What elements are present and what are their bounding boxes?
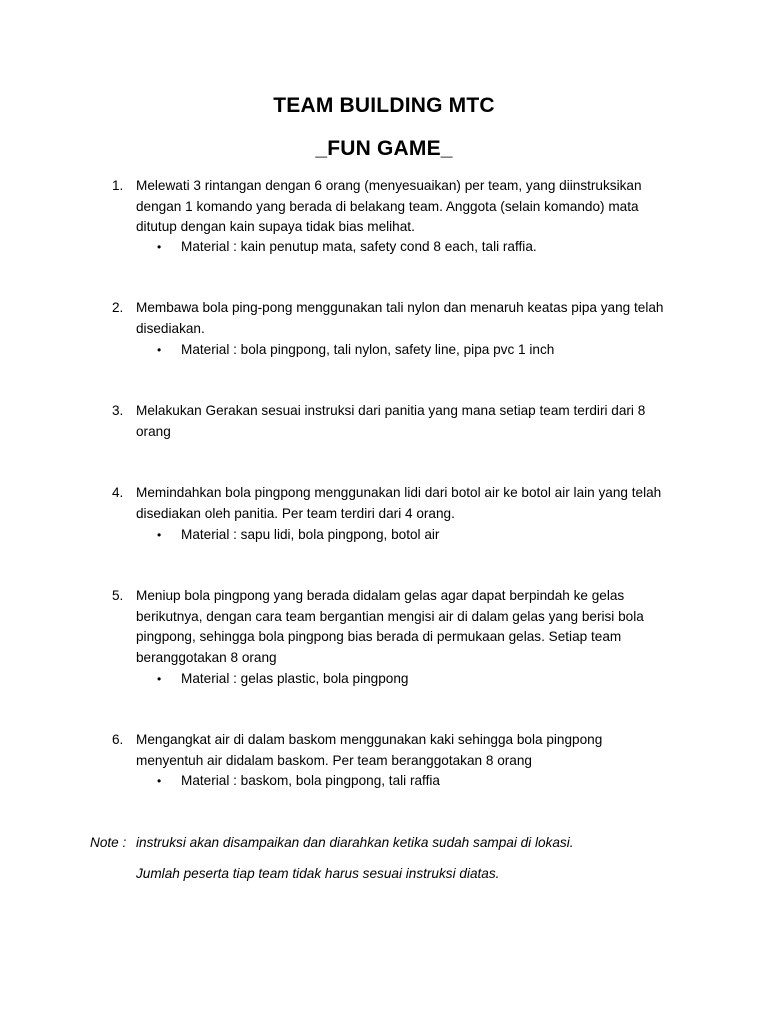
item-line: pingpong, sehingga bola pingpong bias berada di permukaan gelas. Setiap team xyxy=(136,629,622,645)
item-line: Meniup bola pingpong yang berada didalam gelas agar dapat berpindah ke gelas xyxy=(136,588,625,603)
item-line: beranggotakan 8 orang xyxy=(136,649,277,665)
item-line: disediakan oleh panitia. Per team terdiri dari 4 orang. xyxy=(136,505,455,521)
item-line: ditutup dengan kain supaya tidak bias melihat. xyxy=(136,219,415,235)
item-text xyxy=(136,586,681,668)
bullet-icon: • xyxy=(157,240,162,254)
document-title: TEAM BUILDING MTC xyxy=(273,94,495,117)
note-label: Note : xyxy=(90,835,127,850)
item-line: dengan 1 komando yang berada di belakang team. Anggota (selain komando) mata xyxy=(136,198,639,214)
item-text xyxy=(136,730,681,771)
note-line-1: instruksi akan disampaikan dan diarahkan ketika sudah sampai di lokasi. xyxy=(136,835,574,850)
material-text: Material : gelas plastic, bola pingpong xyxy=(181,671,409,686)
item-line: orang xyxy=(136,423,171,439)
item-text xyxy=(136,483,681,524)
item-number: 6. xyxy=(112,732,124,747)
item-line: berikutnya, dengan cara team bergantian mengisi air di dalam gelas yang berisi bola xyxy=(136,608,644,624)
material-text: Material : bola pingpong, tali nylon, safety line, pipa pvc 1 inch xyxy=(181,342,555,357)
material-text: Material : sapu lidi, bola pingpong, botol air xyxy=(181,527,440,542)
item-line: Mengangkat air di dalam baskom menggunakan kaki sehingga bola pingpong xyxy=(136,732,603,747)
bullet-icon: • xyxy=(157,774,162,788)
bullet-icon: • xyxy=(157,672,162,686)
item-text xyxy=(136,401,681,442)
item-line: Membawa bola ping-pong menggunakan tali nylon dan menaruh keatas pipa yang telah xyxy=(136,300,664,315)
item-number: 5. xyxy=(112,588,124,603)
item-line: Memindahkan bola pingpong menggunakan lidi dari botol air ke botol air lain yang telah xyxy=(136,485,662,500)
item-text xyxy=(136,298,681,339)
item-line: disediakan. xyxy=(136,320,205,336)
item-text xyxy=(136,176,681,238)
item-line: Melakukan Gerakan sesuai instruksi dari panitia yang mana setiap team terdiri dari 8 xyxy=(136,403,646,418)
bullet-icon: • xyxy=(157,343,162,357)
item-line: Melewati 3 rintangan dengan 6 orang (menyesuaikan) per team, yang diinstruksikan xyxy=(136,178,642,193)
bullet-icon: • xyxy=(157,528,162,542)
item-number: 2. xyxy=(112,300,124,315)
item-number: 4. xyxy=(112,485,124,500)
item-line: menyentuh air didalam baskom. Per team beranggotakan 8 orang xyxy=(136,752,532,768)
material-text: Material : kain penutup mata, safety cond 8 each, tali raffia. xyxy=(181,239,537,254)
material-text: Material : baskom, bola pingpong, tali raffia xyxy=(181,773,440,788)
item-number: 1. xyxy=(112,178,124,193)
document-subtitle: _FUN GAME_ xyxy=(315,137,453,160)
item-number: 3. xyxy=(112,403,124,418)
note-line-2: Jumlah peserta tiap team tidak harus sesuai instruksi diatas. xyxy=(136,866,500,881)
